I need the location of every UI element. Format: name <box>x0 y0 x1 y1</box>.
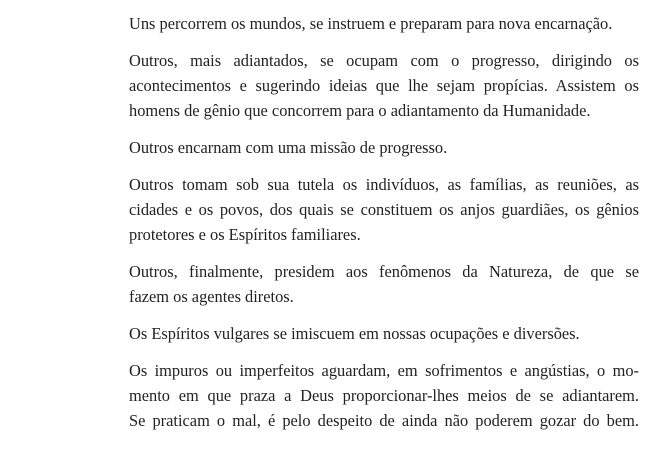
text-line: Outros encarnam com uma missão de progresso. <box>129 138 448 157</box>
paragraph-1 <box>129 11 639 36</box>
paragraph-4 <box>129 172 639 247</box>
text-line: mento em que praza a Deus proporcionar-lhes meios de se adiantarem. <box>129 386 639 405</box>
document-body <box>129 11 639 445</box>
text-line: Outros, finalmente, presidem aos fenômenos da Natureza, de que se <box>129 262 639 281</box>
text-line: Se praticam o mal, é pelo despeito de ainda não poderem gozar do bem. <box>129 411 639 430</box>
paragraph-2 <box>129 48 639 123</box>
text-line: cidades e os povos, dos quais se constituem os anjos guardiães, os gênios <box>129 200 639 219</box>
text-line: protetores e os Espíritos familiares. <box>129 225 361 244</box>
text-line: fazem os agentes diretos. <box>129 287 294 306</box>
paragraph-7 <box>129 358 639 433</box>
paragraph-5 <box>129 259 639 309</box>
paragraph-6 <box>129 321 639 346</box>
text-line: homens de gênio que concorrem para o adiantamento da Humanidade. <box>129 101 591 120</box>
text-line: Outros tomam sob sua tutela os indivíduos, as famílias, as reuniões, as <box>129 175 639 194</box>
text-line: Outros, mais adiantados, se ocupam com o progresso, dirigindo os <box>129 51 639 70</box>
text-line: Os Espíritos vulgares se imiscuem em nossas ocupações e diversões. <box>129 324 580 343</box>
text-line: acontecimentos e sugerindo ideias que lhe sejam propícias. Assistem os <box>129 76 639 95</box>
paragraph-3 <box>129 135 639 160</box>
text-line: Os impuros ou imperfeitos aguardam, em sofrimentos e angústias, o mo- <box>129 361 639 380</box>
text-line: Uns percorrem os mundos, se instruem e preparam para nova encarnação. <box>129 14 613 33</box>
